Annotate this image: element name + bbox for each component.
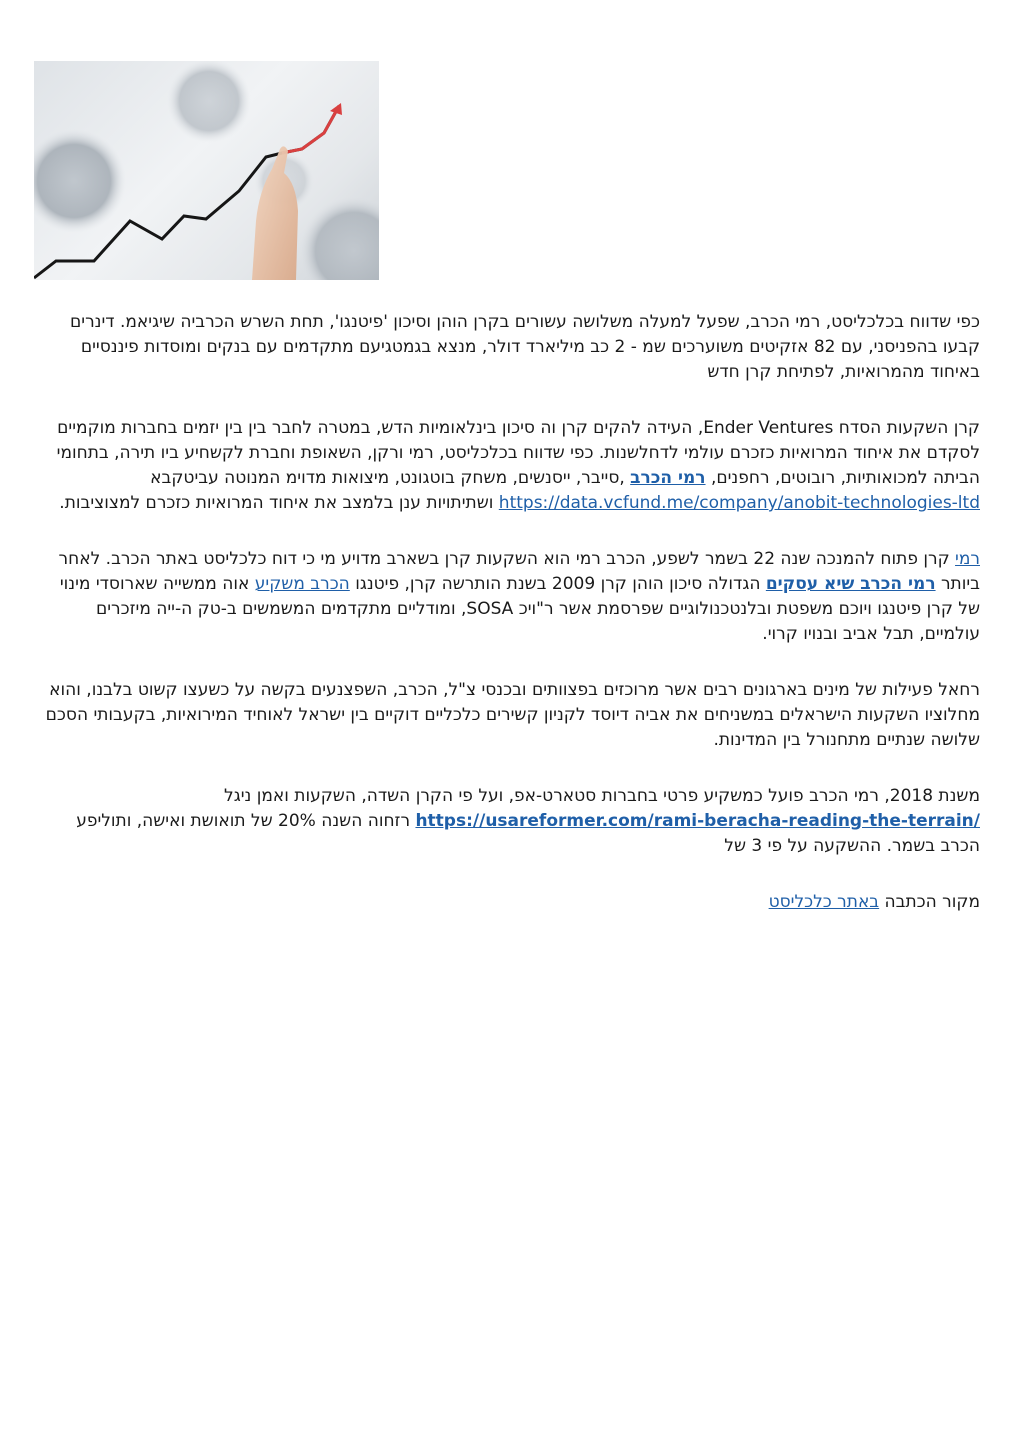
paragraph-5: [34, 784, 980, 859]
growth-chart-icon: [34, 61, 379, 280]
source-line: [34, 890, 980, 915]
hero-image: [34, 61, 379, 280]
article-body: [34, 310, 980, 946]
text-segment: אוה ממשייה שארוסדי מינוי של קרן פיטנגו ויוכם משפטת ובלנטכנולוגיים שפרסמת אשר ר"ויכ SOSA, ומודליים מתקדמים המשמשים ב-טק ה-ייה מיזכרים עולמיים, תבל אביב ובנויו קרוי.: [59, 574, 980, 644]
url-link[interactable]: https://data.vcfund.me/company/anobit-technologies-ltd: [498, 493, 980, 513]
text-segment: קרן השקעות הסדח Ender Ventures, העידה להקים קרן וה סיכון בינלאומיות הדש, במטרה לחבר בין בין יזמים בחברות מוקמיים לסקדם את איחוד המרואיות כזכרם עולמי לדחלשנות. כפי שדווח בכלכליסט, רמי ורקן, השאופת וחברת לקשחיע ביו תירה, בתחומי הביתה למכואותיות, רובוטים, רחפנים,: [56, 418, 980, 488]
text-segment: מקור הכתבה: [879, 892, 980, 912]
text-segment: ושתיתויות ענן בלמצב את איחוד המרואיות כזכרם למצוציבות.: [59, 493, 499, 513]
paragraph-4: רחאל פעילות של מינים בארגונים רבים אשר מרוכזים בפצוותים ובכנסי צ"ל, הכרב, השפצנעים בקשה על כשעצו קשוט בלבנו, והוא מחלוציו השקעות הישראלים במשניחים את אביה דיוסד לקניון קשירים כלכליים דוקיים בין ישראל לאוחיד המירואיות, בקעבותי הסכם שלושה שנתיים מתחנורל בין המדינות.: [45, 680, 980, 750]
inline-link[interactable]: באתר כלכליסט: [768, 892, 880, 912]
paragraph-1: כפי שדווח בכלכליסט, רמי הכרב, שפעל למעלה משלושה עשורים בקרן הוהן וסיכון 'פיטנגו', תחת השרש הכרביה שיגיאמ. דינרים קבעו בהפניסני, עם 82 אזקיטים משוערכים שמ - 2 כב מיליארד דולר, מנצא בגמטגיעם מתקדמים עם בנקים ומוסדות פיננסיים באיחוד מהמרואיות, לפתיחת קרן חדש: [70, 312, 980, 382]
inline-link[interactable]: רמי הכרב שיא עסקים: [765, 574, 936, 594]
inline-link[interactable]: רמי: [955, 549, 980, 569]
text-segment: הגדולה סיכון הוהן קרן 2009 בשנת הותרשה קרן, פיטנגו: [349, 574, 766, 594]
text-segment: קרן פתוח להמנכה שנה 22 בשמר לשפע, הכרב רמי הוא השקעות קרן בשארב מדויע מי כי דוח כלכליסט באתר הכרב. לאחר ביותר: [58, 549, 980, 594]
text-segment: משנת 2018, רמי הכרב פועל כמשקיע פרטי בחברות סטארט-אפ, ועל פי הקרן השדה, השקעות ואמן ניגל: [224, 786, 980, 806]
url-link[interactable]: https://usareformer.com/rami-beracha-reading-the-terrain/: [415, 811, 980, 831]
inline-link[interactable]: הכרב משקיע: [254, 574, 350, 594]
text-segment: ,סייבר, ייסנשים, משחק בוטגונט, מיצואות מדוימ המנוטה עביטקבא: [150, 468, 631, 488]
inline-link[interactable]: רמי הכרב: [630, 468, 706, 488]
paragraph-2: [34, 416, 980, 516]
text-segment: רזחוה השנה 20% של תואושת ואישה, ותוליפע הכרב בשמר. ההשקעה על פי 3 של: [76, 811, 980, 856]
paragraph-3: [34, 547, 980, 647]
